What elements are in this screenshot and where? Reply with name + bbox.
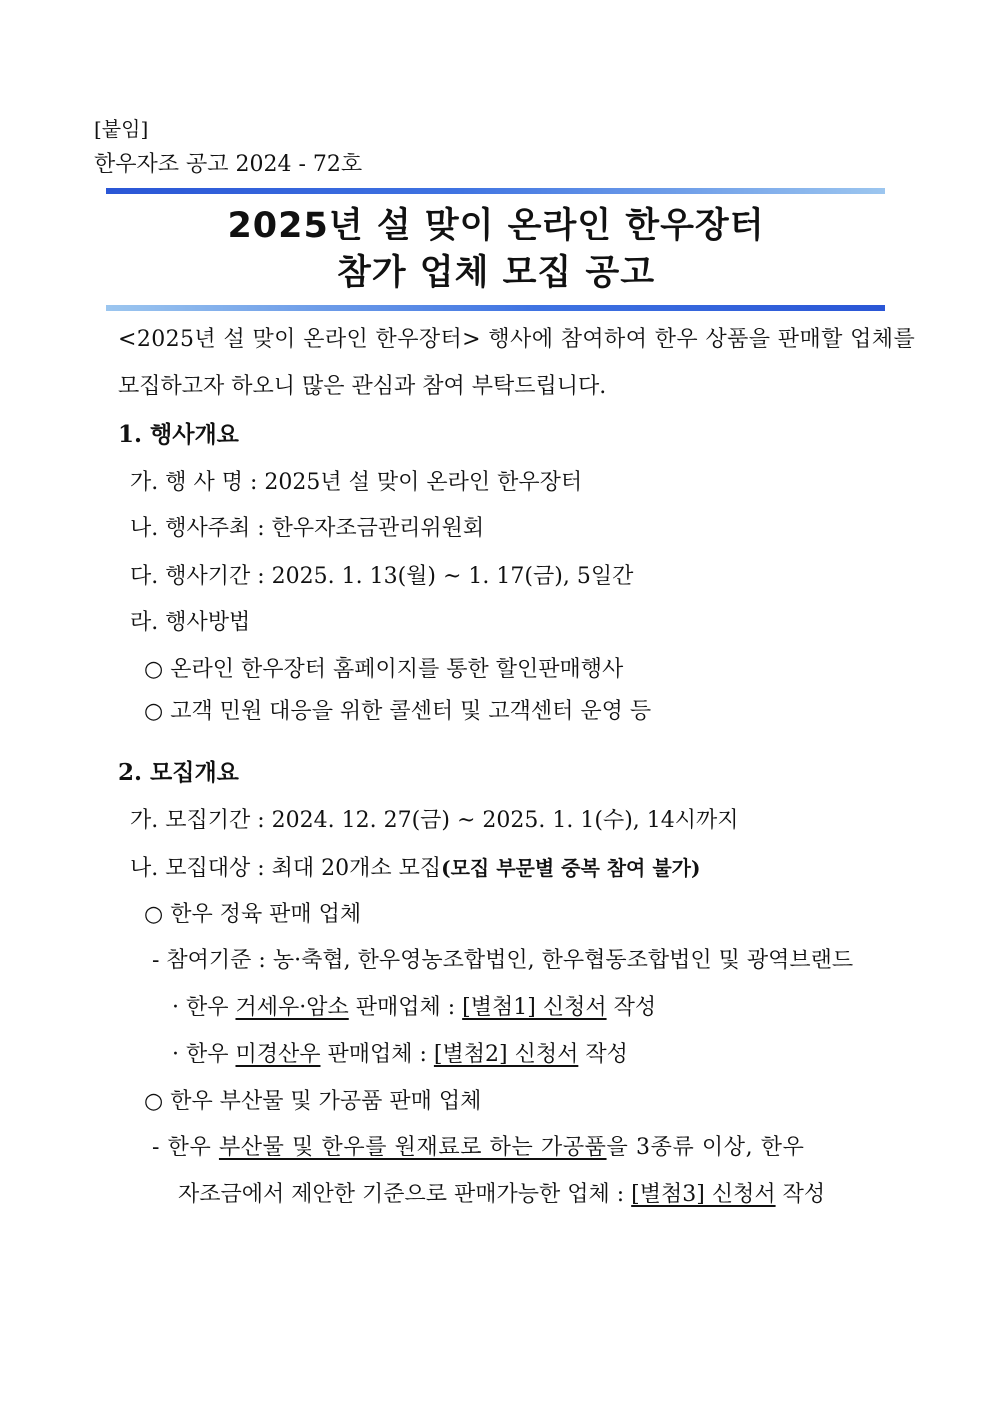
meat-seller-bullet: ○ 한우 정육 판매 업체 <box>144 902 362 927</box>
event-name-item: 가. 행 사 명 : 2025년 설 맞이 온라인 한우장터 <box>130 470 583 495</box>
title-top-divider <box>106 188 885 194</box>
event-host-item: 나. 행사주최 : 한우자조금관리위원회 <box>130 516 485 541</box>
title-line-1: 2025년 설 맞이 온라인 한우장터 <box>227 206 765 246</box>
attachment-2-form-ref: [별첨2] 신청서 <box>433 1042 579 1067</box>
byproduct-line2-suffix: 작성 <box>775 1182 826 1207</box>
sub2-middle: 판매업체 : <box>320 1042 434 1067</box>
sub1-suffix: 작성 <box>606 995 657 1020</box>
recruit-target-item <box>130 853 700 884</box>
section-2-heading: 2. 모집개요 <box>118 759 239 786</box>
heifer-seller-line <box>172 1040 628 1070</box>
byproduct-seller-bullet: ○ 한우 부산물 및 가공품 판매 업체 <box>144 1089 482 1114</box>
sub2-category: 미경산우 <box>235 1042 321 1067</box>
byproduct-criteria-line-2 <box>178 1180 825 1210</box>
notice-number: 한우자조 공고 2024 - 72호 <box>94 152 363 177</box>
byproduct-category: 부산물 및 한우를 원재료로 하는 가공품 <box>218 1135 607 1160</box>
method-bullet-1: ○ 온라인 한우장터 홈페이지를 통한 할인판매행사 <box>144 657 624 682</box>
sub1-middle: 판매업체 : <box>348 995 463 1020</box>
byproduct-suffix: 을 3종류 이상, 한우 <box>606 1135 805 1160</box>
byproduct-prefix: - 한우 <box>152 1135 219 1160</box>
attachment-label: [붙임] <box>94 117 149 141</box>
sub2-prefix: · 한우 <box>172 1042 236 1067</box>
section-1-heading: 1. 행사개요 <box>118 421 239 448</box>
method-bullet-2: ○ 고객 민원 대응을 위한 콜센터 및 고객센터 운영 등 <box>144 699 652 724</box>
attachment-1-form-ref: [별첨1] 신청서 <box>462 995 607 1020</box>
event-period-item: 다. 행사기간 : 2025. 1. 13(월) ~ 1. 17(금), 5일간 <box>130 564 634 589</box>
title-line-2: 참가 업체 모집 공고 <box>336 253 656 293</box>
recruit-target-note: (모집 부문별 중복 참여 불가) <box>441 856 701 880</box>
sub1-category: 거세우·암소 <box>235 995 349 1020</box>
participation-criteria: - 참여기준 : 농·축협, 한우영농조합법인, 한우협동조합법인 및 광역브랜드 <box>152 948 854 973</box>
sub2-suffix: 작성 <box>578 1042 628 1067</box>
recruit-period-item: 가. 모집기간 : 2024. 12. 27(금) ~ 2025. 1. 1(수), 14시까지 <box>130 808 739 833</box>
sub1-prefix: · 한우 <box>172 995 236 1020</box>
byproduct-line2-prefix: 자조금에서 제안한 기준으로 판매가능한 업체 : <box>178 1182 632 1207</box>
event-method-item: 라. 행사방법 <box>130 610 251 635</box>
steer-cow-seller-line <box>172 993 656 1023</box>
byproduct-criteria-line-1 <box>152 1133 804 1163</box>
attachment-3-form-ref: [별첨3] 신청서 <box>631 1182 776 1207</box>
intro-line-1: <2025년 설 맞이 온라인 한우장터> 행사에 참여하여 한우 상품을 판매할 업체를 <box>118 327 916 352</box>
recruit-target-text: 나. 모집대상 : 최대 20개소 모집 <box>130 856 442 881</box>
intro-line-2: 모집하고자 하오니 많은 관심과 참여 부탁드립니다. <box>118 374 607 399</box>
title-bottom-divider <box>106 305 885 311</box>
